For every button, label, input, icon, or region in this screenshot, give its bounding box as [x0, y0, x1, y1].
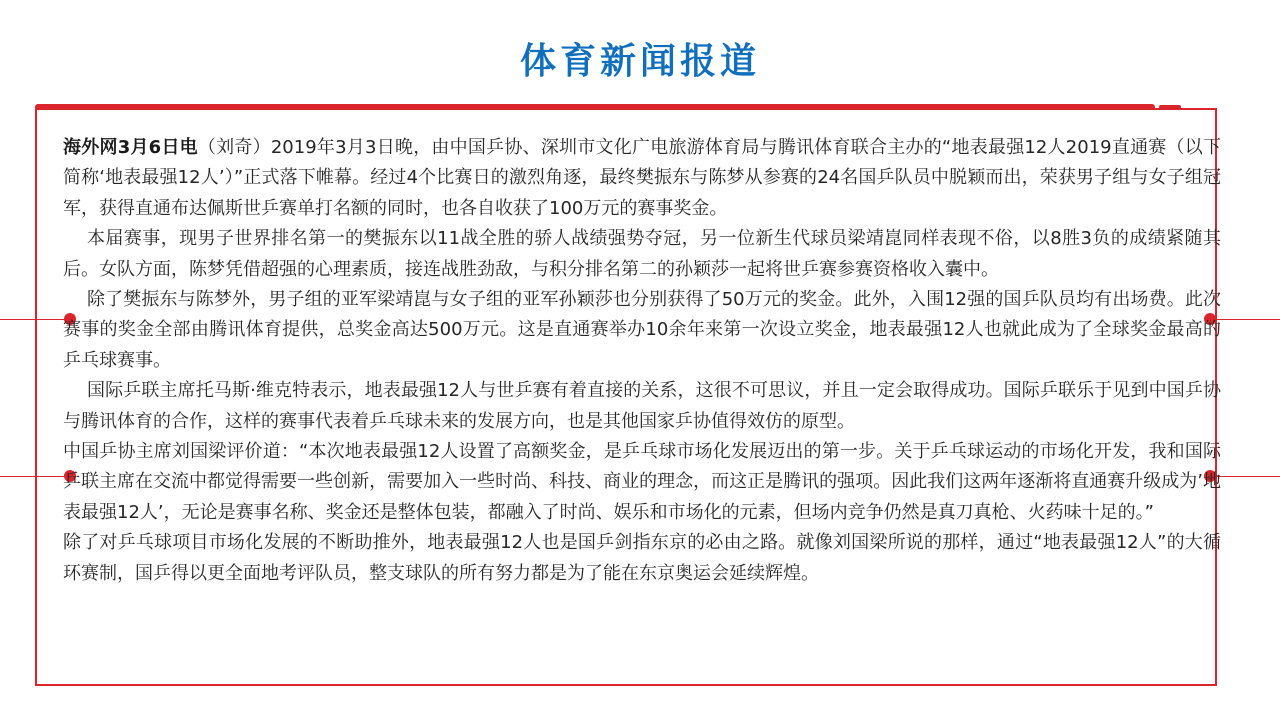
article-paragraph-3: 除了樊振东与陈梦外，男子组的亚军梁靖崑与女子组的亚军孙颖莎也分别获得了50万元的奖金。此外，入围12强的国乒队员均有出场费。此次赛事的奖金全部由腾讯体育提供，总奖金高达500万元。这是直通赛举办10余年来第一次设立奖金，地表最强12人也就此成为了全球奖金最高的乒乓球赛事。: [63, 289, 1221, 371]
article-body: [63, 133, 1221, 589]
article-lead: 海外网3月6日电: [63, 137, 198, 158]
article-paragraph-6: 除了对乒乓球项目市场化发展的不断助推外，地表最强12人也是国乒剑指东京的必由之路。就像刘国梁所说的那样，通过“地表最强12人”的大循环赛制，国乒得以更全面地考评队员，整支球队的所有努力都是为了能在东京奥运会延续辉煌。: [63, 532, 1221, 584]
article-paragraph-4: 国际乒联主席托马斯·维克特表示，地表最强12人与世乒赛有着直接的关系，这很不可思议，并且一定会取得成功。国际乒联乐于见到中国乒协与腾讯体育的合作，这样的赛事代表着乒乓球未来的发展方向，也是其他国家乒协值得效仿的原型。: [63, 380, 1221, 432]
article-paragraph-1: [63, 133, 1221, 224]
page-title: 体育新闻报道: [519, 41, 760, 82]
article-paragraph-1-text: （刘奇）2019年3月3日晚，由中国乒协、深圳市文化广电旅游体育局与腾讯体育联合主办的“地表最强12人2019直通赛（以下简称‘地表最强12人’）”正式落下帷幕。经过4个比赛日的激烈角逐，最终樊振东与陈梦从参赛的24名国乒队员中脱颖而出，荣获男子组与女子组冠军，获得直通布达佩斯世乒赛单打名额的同时，也各自收获了100万元的赛事奖金。: [63, 137, 1221, 219]
article-paragraph-2: 本届赛事，现男子世界排名第一的樊振东以11战全胜的骄人战绩强势夺冠，另一位新生代球员梁靖崑同样表现不俗，以8胜3负的成绩紧随其后。女队方面，陈梦凭借超强的心理素质，接连战胜劲敌，与积分排名第二的孙颖莎一起将世乒赛参赛资格收入囊中。: [63, 228, 1221, 280]
divider-line-left-lower: [0, 476, 70, 477]
divider-line-left-upper: [0, 319, 70, 320]
article-paragraph-5: 中国乒协主席刘国梁评价道：“本次地表最强12人设置了高额奖金，是乒乓球市场化发展迈出的第一步。关于乒乓球运动的市场化开发，我和国际乒联主席在交流中都觉得需要一些创新，需要加入一些时尚、科技、商业的理念，而这正是腾讯的强项。因此我们这两年逐渐将直通赛升级成为’地表最强12人’，无论是赛事名称、奖金还是整体包装，都融入了时尚、娱乐和市场化的元素，但场内竞争仍然是真刀真枪、火药味十足的。”: [63, 441, 1221, 523]
